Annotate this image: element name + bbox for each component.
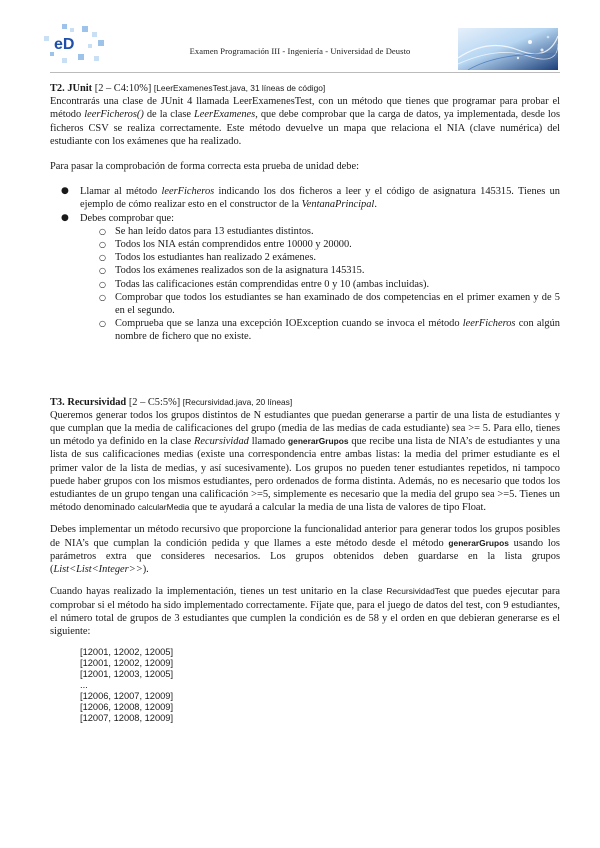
t2-requirements-intro: Para pasar la comprobación de forma correcta esta prueba de unidad debe:: [50, 161, 359, 173]
sub-list-item: ○ Se han leído datos para 13 estudiantes distintos.: [99, 225, 314, 237]
groups-output-listing: [80, 647, 560, 724]
sub-list-item: ○ Todos los NIA están comprendidos entre 10000 y 20000.: [99, 239, 352, 251]
header-divider: [50, 72, 560, 73]
code-line: [12006, 12007, 12009]: [80, 691, 174, 702]
sub-list-item: ○ Todas las calificaciones están comprendidas entre 0 y 10 (ambas incluidas).: [99, 278, 430, 290]
list-item: ● Debes comprobar que:: [61, 212, 175, 224]
code-line: [12001, 12002, 12005]: [80, 647, 174, 658]
t3-paragraph-3: Cuando hayas realizado la implementación, tienes un test unitario en la clase RecursividadTest que puedes ejecutar para comprobar si el método ha sido implementado correctamente. Fíjate que, para el juego de datos del test, con 9 estudiantes, el número total de grupos de 3 estudiantes que cumplen la condición es de 58 y el orden en que debieran generarse es el siguiente:: [50, 586, 560, 637]
code-line: [12001, 12003, 12005]: [80, 669, 174, 680]
code-line: [12007, 12008, 12009]: [80, 713, 174, 724]
code-line: [12006, 12008, 12009]: [80, 702, 174, 713]
sub-list-item: ○ Todos los estudiantes han realizado 2 exámenes.: [99, 252, 316, 264]
section-t2-heading: T2. JUnit [2 – C4:10%] [LeerExamenesTest.java, 31 líneas de código]: [50, 83, 326, 94]
sub-list-item: ○ Todos los exámenes realizados son de la asignatura 145315.: [99, 265, 365, 277]
logo-text: eD: [54, 36, 75, 53]
section-t3-heading: T3. Recursividad [2 – C5:5%] [Recursividad.java, 20 líneas]: [50, 396, 293, 408]
t2-intro-paragraph: Encontrarás una clase de JUnit 4 llamada LeerExamenesTest, con un método que tienes que programar para probar el método leerFicheros() de la clase LeerExamenes, que debe comprobar que la carga de datos, ya implementada, desde los ficheros CSV se realiza correctamente. Este método devuelve un mapa que relaciona el NIA (clave numérica) del estudiante con los exámenes que ha realizado.: [50, 96, 560, 147]
t3-paragraph-1: Queremos generar todos los grupos distintos de N estudiantes que puedan generarse a partir de una lista de estudiantes y que cumplan que la media de calificaciones del grupo (media de las medias de cada estudiante) sea >= 5. Para ello, tienes un método ya definido en la clase Recursividad llamado generarGrupos que recibe una lista de NIA’s de estudiantes y una lista de sus calificaciones medias (existe una correspondencia entre ambas listas: la media del primer estudiante es el primer valor de la lista de medias, y así sucesivamente). Los grupos no pueden tener estudiantes repetidos, ni tampoco puede haber grupos con los mismos estudiantes, pero ordenados de forma distinta. Además, no es necesario que todos los estudiantes de un grupo tengan una calificación >=5, simplemente es necesario que la media del grupo sea >=5. Tienes un método denominado calcularMedia que te ayudará a calcular la media de una lista de valores de tipo Float.: [50, 409, 561, 514]
university-logo: [40, 22, 110, 66]
sub-list-item: ○ Comprobar que todos los estudiantes se han examinado de dos competencias en el primer examen y de 5 en el segundo.: [99, 291, 560, 317]
t3-paragraph-2: Debes implementar un método recursivo que proporcione la funcionalidad anterior para generar todos los grupos posibles de NIA’s que cumplan la condición pedida y que llames a este método desde el método generarGrupos usando los parámetros extra que consideres necesarios. Los grupos obtenidos deben guardarse en la lista grupos (List<List<Integer>>).: [50, 524, 560, 576]
code-line: ...: [80, 680, 88, 691]
header-banner-image: [458, 28, 558, 70]
document-body: [50, 82, 560, 724]
sub-list-item: ○ Comprueba que se lanza una excepción IOException cuando se invoca el método leerFicheros con algún nombre de fichero que no existe.: [99, 318, 560, 343]
page-header-title: Examen Programación III - Ingeniería - Universidad de Deusto: [189, 46, 411, 56]
list-item: ● Llamar al método leerFicheros indicando los dos ficheros a leer y el código de asignatura 145315. Tienes un ejemplo de cómo realizar esto en el constructor de la VentanaPrincipal.: [61, 186, 560, 211]
code-line: [12001, 12002, 12009]: [80, 658, 174, 669]
t2-requirements-list: [50, 185, 560, 343]
